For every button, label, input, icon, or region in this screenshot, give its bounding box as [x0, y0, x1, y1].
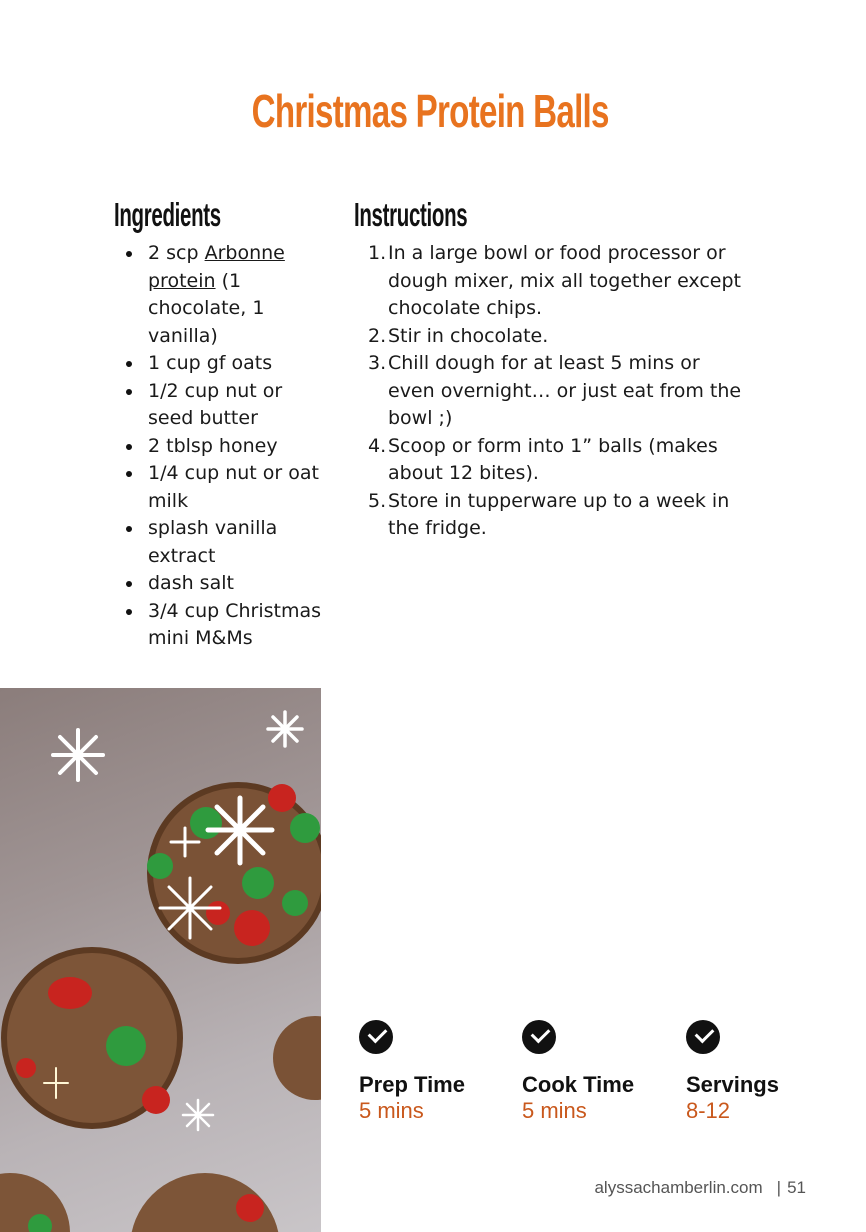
instructions-heading: Instructions [354, 196, 468, 233]
snowflake-icon [183, 1100, 213, 1130]
cook-time-label: Cook Time [522, 1072, 635, 1097]
ingredient-item: splash vanilla extract [148, 515, 324, 570]
photo-illustration [0, 688, 321, 1232]
step-number: 2. [368, 324, 387, 347]
servings-value: 8-12 [686, 1098, 731, 1123]
check-circle-icon [522, 1020, 556, 1054]
cook-time-value: 5 mins [522, 1098, 587, 1123]
instruction-step [354, 488, 744, 543]
step-text: Chill dough for at least 5 mins or even overnight… or just eat from the bowl ;) [388, 352, 742, 429]
ingredient-item: 2 scp Arbonne protein (1 chocolate, 1 vanilla) [148, 240, 324, 350]
protein-ball [147, 784, 321, 961]
ingredient-item: 2 tblsp honey [148, 433, 324, 461]
step-number: 3. [368, 352, 387, 374]
ingredient-item: 1 cup gf oats [148, 350, 324, 378]
cook-time-block [522, 1020, 672, 1124]
arbonne-protein-link[interactable]: Arbonne protein [148, 242, 285, 292]
instruction-step [354, 350, 744, 433]
instruction-step [354, 240, 744, 323]
step-text: Store in tupperware up to a week in the fridge. [388, 489, 730, 539]
step-text: Stir in chocolate. [388, 324, 549, 347]
footer-separator: | [776, 1178, 782, 1197]
page-footer [594, 1178, 806, 1198]
ingredients-heading: Ingredients [114, 196, 221, 233]
prep-time-label: Prep Time [359, 1072, 465, 1097]
snowflake-icon [208, 798, 272, 863]
ingredient-item: dash salt [148, 570, 324, 598]
ingredients-list [114, 240, 324, 653]
check-circle-icon [686, 1020, 720, 1054]
page-number: 51 [787, 1178, 806, 1197]
ingredient-item: 1/4 cup nut or oat milk [148, 460, 324, 515]
step-number: 5. [368, 489, 387, 512]
instruction-step [354, 323, 744, 351]
step-number: 4. [368, 434, 387, 457]
servings-block [686, 1020, 816, 1124]
prep-time-block [359, 1020, 509, 1124]
protein-ball [0, 1173, 70, 1232]
servings-label: Servings [686, 1072, 779, 1097]
step-number: 1. [368, 242, 387, 264]
step-text: Scoop or form into 1” balls (makes about 12 bites). [388, 434, 718, 484]
step-text: In a large bowl or food processor or dough mixer, mix all together except chocolate chips. [388, 242, 741, 319]
ingredient-item: 1/2 cup nut or seed butter [148, 378, 324, 433]
prep-time-value: 5 mins [359, 1098, 424, 1123]
instructions-list [354, 240, 744, 543]
protein-ball [4, 950, 180, 1126]
snowflake-icon [53, 730, 103, 780]
snowflake-icon [268, 712, 302, 746]
footer-site: alyssachamberlin.com [594, 1178, 763, 1197]
protein-ball [130, 1173, 280, 1232]
protein-balls-photo [0, 688, 321, 1232]
recipe-title: Christmas Protein Balls [251, 85, 609, 137]
snowflake-icon [160, 878, 220, 938]
check-circle-icon [359, 1020, 393, 1054]
instruction-step [354, 433, 744, 488]
protein-ball [273, 1016, 321, 1100]
ingredient-item: 3/4 cup Christmas mini M&Ms [148, 598, 324, 653]
